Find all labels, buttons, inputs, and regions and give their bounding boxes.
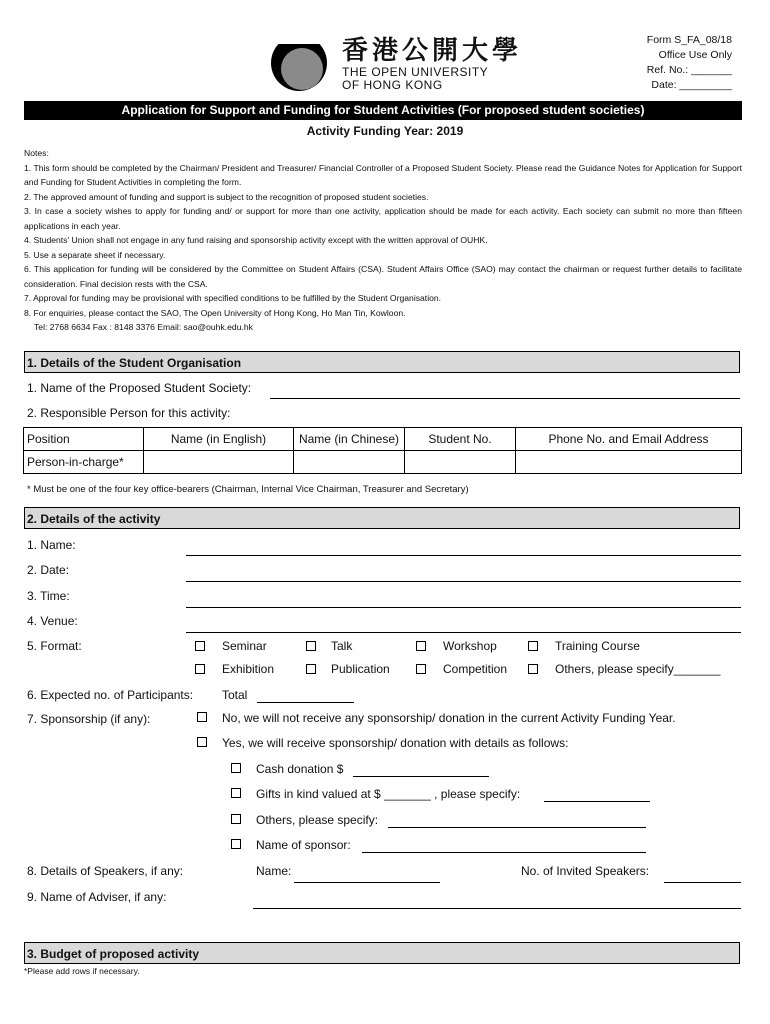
sponsor-name-label: Name of sponsor: — [256, 838, 351, 852]
others-input[interactable] — [388, 827, 646, 828]
form-subtitle: Activity Funding Year: 2019 — [306, 124, 464, 138]
invited-speakers-label: No. of Invited Speakers: — [521, 864, 650, 878]
sponsorship-yes-checkbox[interactable] — [197, 737, 207, 747]
chinese-name-cell[interactable] — [294, 451, 405, 474]
sponsor-name-input[interactable] — [362, 852, 646, 853]
format-option: Talk — [331, 639, 353, 653]
format-option: Competition — [443, 662, 508, 676]
gifts-input[interactable] — [544, 801, 650, 802]
activity-name-input[interactable] — [186, 555, 741, 556]
format-label: 5. Format: — [27, 639, 82, 653]
adviser-label: 9. Name of Adviser, if any: — [27, 890, 167, 904]
others-label: Others, please specify: — [256, 813, 379, 827]
sponsorship-yes-label: Yes, we will receive sponsorship/ donation with details as follows: — [222, 736, 569, 750]
activity-venue-input[interactable] — [186, 632, 741, 633]
responsible-person-label: 2. Responsible Person for this activity: — [27, 406, 231, 420]
format-publication-checkbox[interactable] — [306, 664, 316, 674]
format-option: Publication — [331, 662, 390, 676]
section2-header: 2. Details of the activity — [24, 507, 740, 529]
others-checkbox[interactable] — [231, 814, 241, 824]
activity-date-label: 2. Date: — [27, 563, 70, 577]
format-exhibition-checkbox[interactable] — [195, 664, 205, 674]
table-header: Phone No. and Email Address — [516, 428, 742, 451]
participants-label: 6. Expected no. of Participants: — [27, 688, 194, 702]
activity-date-input[interactable] — [186, 581, 741, 582]
format-option: Others, please specify_______ — [555, 662, 721, 676]
speakers-label: 8. Details of Speakers, if any: — [27, 864, 184, 878]
gifts-checkbox[interactable] — [231, 788, 241, 798]
english-name-cell[interactable] — [144, 451, 294, 474]
office-bearer-footnote: * Must be one of the four key office-bearers (Chairman, Internal Vice Chairman, Treasurer and Secretary) — [27, 484, 469, 495]
speaker-name-input[interactable] — [294, 882, 440, 883]
university-english-name: THE OPEN UNIVERSITY OF HONG KONG — [342, 65, 489, 92]
sponsorship-no-label: No, we will not receive any sponsorship/ donation in the current Activity Funding Year. — [222, 711, 676, 725]
table-header: Position — [24, 428, 144, 451]
row-label: Person-in-charge* — [24, 451, 144, 474]
format-seminar-checkbox[interactable] — [195, 641, 205, 651]
participants-total-input[interactable] — [257, 702, 354, 703]
budget-note: *Please add rows if necessary. — [24, 966, 140, 976]
activity-name-label: 1. Name: — [27, 538, 76, 552]
table-header: Name (in English) — [144, 428, 294, 451]
format-competition-checkbox[interactable] — [416, 664, 426, 674]
society-name-input[interactable] — [270, 398, 740, 399]
activity-time-label: 3. Time: — [27, 589, 70, 603]
activity-venue-label: 4. Venue: — [27, 614, 78, 628]
notes: Notes: 1. This form should be completed by the Chairman/ President and Treasurer/ Financial Controller of a Proposed Student Society. Please read the Guidance Notes for Application for Support and Funding for Student Activities in completing the form. 2. The approved amount of funding and support is subject to the recognition of proposed student societies. 3. In case a society wishes to apply for funding and/ or support for more than one activity, application should be made for each activity. Each society can submit no more than fifteen applications in each year. 4. Students' Union shall not engage in any fund raising and sponsorship activity except with the written approval of OUHK. 5. Use a separate sheet if necessary. 6. This application for funding will be considered by the Committee on Student Affairs (CSA). Student Affairs Office (SAO) may contact the chairman or request further details to facilitate consideration. Final decision rests with the CSA. 7. Approval for funding may be provisional with specified conditions to be fulfilled by the Student Organisation. 8. For enquiries, please contact the SAO, The Open University of Hong Kong, Ho Man Tin, Kowloon. Tel: 2768 6634 Fax : 8148 3376 Email: sao@ouhk.edu.hk — [24, 148, 742, 332]
sponsorship-label: 7. Sponsorship (if any): — [27, 712, 151, 726]
participants-total-label: Total — [222, 688, 248, 702]
format-training-checkbox[interactable] — [528, 641, 538, 651]
gifts-label: Gifts in kind valued at $ _______ , please specify: — [256, 787, 521, 801]
section3-header: 3. Budget of proposed activity — [24, 942, 740, 964]
cash-donation-checkbox[interactable] — [231, 763, 241, 773]
format-talk-checkbox[interactable] — [306, 641, 316, 651]
invited-speakers-input[interactable] — [664, 882, 741, 883]
sponsorship-no-checkbox[interactable] — [197, 712, 207, 722]
society-name-label: 1. Name of the Proposed Student Society: — [27, 381, 252, 395]
university-chinese-name: 香港公開大學 — [342, 36, 523, 66]
format-option: Training Course — [555, 639, 640, 653]
student-no-cell[interactable] — [405, 451, 516, 474]
format-option: Workshop — [443, 639, 497, 653]
section1-header: 1. Details of the Student Organisation — [24, 351, 740, 373]
cash-donation-label: Cash donation $ — [256, 762, 344, 776]
table-header: Name (in Chinese) — [294, 428, 405, 451]
activity-time-input[interactable] — [186, 607, 741, 608]
format-option: Exhibition — [222, 662, 275, 676]
responsible-person-table — [23, 427, 742, 474]
format-option: Seminar — [222, 639, 267, 653]
speaker-name-label: Name: — [256, 864, 292, 878]
contact-cell[interactable] — [516, 451, 742, 474]
sponsor-name-checkbox[interactable] — [231, 839, 241, 849]
format-workshop-checkbox[interactable] — [416, 641, 426, 651]
format-others-checkbox[interactable] — [528, 664, 538, 674]
adviser-input[interactable] — [253, 908, 741, 909]
table-header: Student No. — [405, 428, 516, 451]
university-logo-icon — [270, 34, 328, 92]
office-use-block: Form S_FA_08/18 Office Use Only Ref. No.: _______ Date: _________ — [646, 34, 732, 91]
cash-donation-input[interactable] — [353, 776, 489, 777]
form-title: Application for Support and Funding for Student Activities (For proposed student societies) — [24, 101, 742, 120]
